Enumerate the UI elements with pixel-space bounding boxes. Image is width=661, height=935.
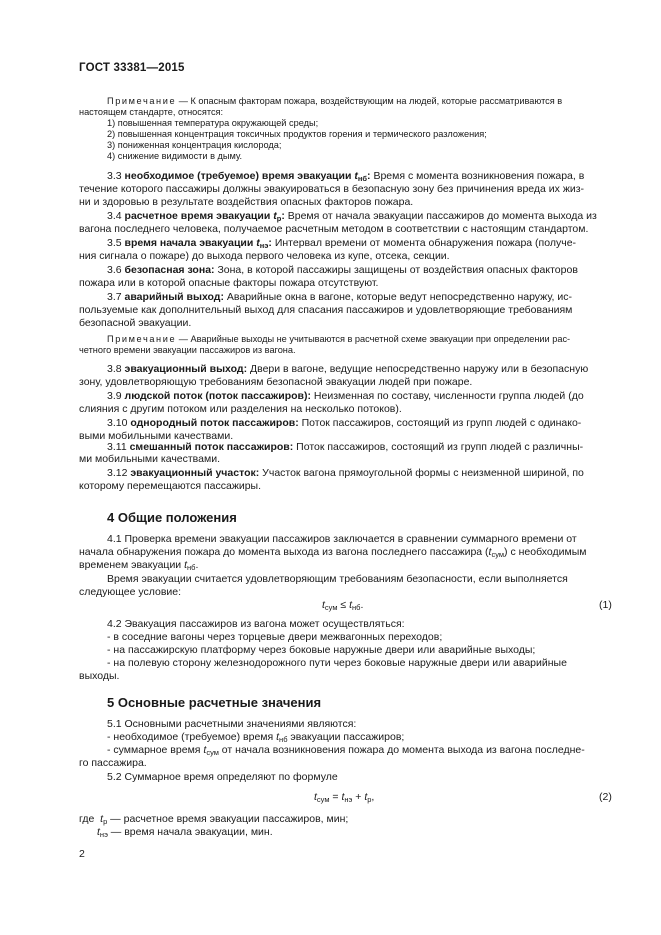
note-1-item: 3) пониженная концентрация кислорода; xyxy=(107,140,282,150)
standard-header: ГОСТ 33381—2015 xyxy=(79,62,185,74)
note-1-item: 1) повышенная температура окружающей среды; xyxy=(107,118,319,128)
note-1-line-1: Примечание — К опасным факторам пожара, воздействующим на людей, которые рассматриваются в xyxy=(107,96,563,106)
equation-2: $t_{сум} = t_{нэ} + t_р$, xyxy=(314,791,375,804)
note-1-item: 4) снижение видимости в дыму. xyxy=(107,151,243,161)
def-3-3: 3.3 необходимое (требуемое) время эвакуации $t_{нб}$: Время с момента возникновения пожара, в xyxy=(107,170,585,183)
def-3-12-cont: которому перемещаются пассажиры. xyxy=(79,480,262,492)
def-3-3-cont: течение которого пассажиры должны эвакуироваться в безопасную зону без причинения вреда их жиз- xyxy=(79,183,585,195)
equation-2-number: (2) xyxy=(599,791,612,803)
def-3-7-cont: безопасной эвакуации. xyxy=(79,317,192,329)
def-3-10-cont: выми мобильными качествами. xyxy=(79,430,234,442)
sec5-bullet-1: - необходимое (требуемое) время $t_{нб}$ эвакуации пассажиров; xyxy=(107,731,405,744)
sec4-p1-line1: 4.1 Проверка времени эвакуации пассажиров заключается в сравнении суммарного времени от xyxy=(107,533,577,545)
sec4-p1-line3: временем эвакуации $t_{нб}$. xyxy=(79,559,199,572)
note-1-label: Примечание xyxy=(107,96,177,106)
section-4-heading: 4 Общие положения xyxy=(107,510,237,525)
section-5-heading: 5 Основные расчетные значения xyxy=(107,695,322,710)
def-3-6: 3.6 безопасная зона: Зона, в которой пассажиры защищены от воздействия опасных факторов xyxy=(107,264,578,276)
where-line-2: $t_{нэ}$ — время начала эвакуации, мин. xyxy=(97,826,273,839)
sec4-p3: 4.2 Эвакуация пассажиров из вагона может осуществляться: xyxy=(107,618,405,630)
note-1-line-2: настоящем стандарте, относятся: xyxy=(79,107,224,117)
sec5-bullet-2-cont: го пассажира. xyxy=(79,757,147,769)
note-1-item: 2) повышенная концентрация токсичных продуктов горения и термического разложения; xyxy=(107,129,487,139)
sec5-p1: 5.1 Основными расчетными значениями являются: xyxy=(107,718,357,730)
def-3-10: 3.10 однородный поток пассажиров: Поток пассажиров, состоящий из групп людей с одинако- xyxy=(107,417,582,429)
def-3-8-cont: зону, удовлетворяющую требованиям безопасной эвакуации людей при пожаре. xyxy=(79,376,473,388)
equation-1: $t_{сум} \le t_{нб}$. xyxy=(322,599,364,612)
sec5-p2: 5.2 Суммарное время определяют по формуле xyxy=(107,771,338,783)
equation-1-number: (1) xyxy=(599,599,612,611)
def-3-6-cont: пожара или в которой опасные факторы пожара отсутствуют. xyxy=(79,277,379,289)
sec4-list-item: - на пассажирскую платформу через боковые наружные двери или аварийные выходы; xyxy=(107,644,536,656)
sec4-list-item: - на полевую сторону железнодорожного пути через боковые наружные двери или аварийные xyxy=(107,657,567,669)
def-3-11-cont: ми мобильными качествами. xyxy=(79,453,220,465)
def-3-7-cont: пользуемые как дополнительный выход для спасания пассажиров и удовлетворяющие требованиям xyxy=(79,304,573,316)
def-3-4-cont: вагона последнего человека, получаемое расчетным методом в соответствии с настоящим стандартом. xyxy=(79,223,589,235)
def-3-8: 3.8 эвакуационный выход: Двери в вагоне, ведущие непосредственно наружу или в безопасную xyxy=(107,363,589,375)
note-2-label: Примечание xyxy=(107,334,177,344)
where-line-1: где $t_р$ — расчетное время эвакуации пассажиров, мин; xyxy=(79,813,349,826)
def-3-12: 3.12 эвакуационный участок: Участок вагона прямоугольной формы с неизменной шириной, по xyxy=(107,467,584,479)
def-3-5-cont: ния сигнала о пожаре) до выхода первого человека из купе, отсека, секции. xyxy=(79,250,450,262)
sec4-p2-line2: следующее условие: xyxy=(79,586,182,598)
note-2-line-1: Примечание — Аварийные выходы не учитываются в расчетной схеме эвакуации при определении рас- xyxy=(107,334,571,344)
def-3-5: 3.5 время начала эвакуации $t_{нэ}$: Интервал времени от момента обнаружения пожара (получе- xyxy=(107,237,577,250)
def-3-11: 3.11 смешанный поток пассажиров: Поток пассажиров, состоящий из групп людей с различны- xyxy=(107,441,584,453)
note-2-line-2: четного времени эвакуации пассажиров из вагона. xyxy=(79,345,296,355)
def-3-9-cont: слияния с другим потоком или разделения на несколько потоков). xyxy=(79,403,402,415)
page-number: 2 xyxy=(79,848,85,860)
def-3-3-cont: ни и здоровью в результате воздействия опасных факторов пожара. xyxy=(79,196,414,208)
def-3-4: 3.4 расчетное время эвакуации $t_р$: Время от начала эвакуации пассажиров до момента выхода из xyxy=(107,210,597,223)
def-3-7: 3.7 аварийный выход: Аварийные окна в вагоне, которые ведут непосредственно наружу, ис- xyxy=(107,291,572,303)
sec4-list-item: - в соседние вагоны через торцевые двери межвагонных переходов; xyxy=(107,631,443,643)
sec5-bullet-2: - суммарное время $t_{сум}$ от начала возникновения пожара до момента выхода из вагона последне- xyxy=(107,744,585,757)
sec4-p1-line2: начала обнаружения пожара до момента выхода из вагона последнего пассажира $(t_{сум})$ с необходимым xyxy=(79,546,587,559)
sec4-p2-line1: Время эвакуации считается удовлетворяющим требованиям безопасности, если выполняется xyxy=(107,573,568,585)
def-3-9: 3.9 людской поток (поток пассажиров): Неизменная по составу, численности группа людей (до xyxy=(107,390,584,402)
sec4-list-item-cont: выходы. xyxy=(79,670,120,682)
